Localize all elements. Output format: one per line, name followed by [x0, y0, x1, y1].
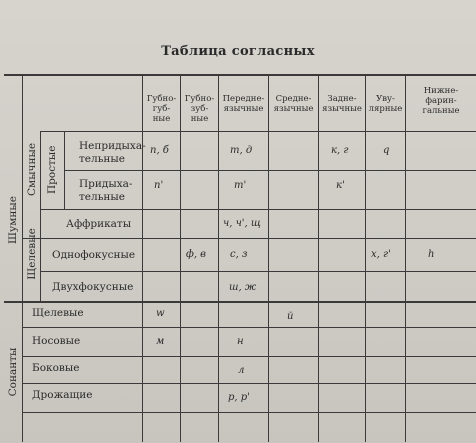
col-header-line: ные — [152, 114, 171, 124]
cell-value: ф, в — [186, 249, 207, 260]
col-header-line: Задне- — [327, 94, 357, 104]
cell-value: w — [156, 308, 165, 319]
col-header-line: язычные — [273, 104, 314, 114]
row-label-line: Непридыха- — [79, 140, 146, 152]
col-divider — [64, 131, 65, 209]
cell-value: к' — [336, 180, 345, 191]
row-divider — [64, 170, 476, 171]
col-header-line: фарин- — [425, 96, 457, 106]
row-label-line: тельные — [79, 191, 125, 203]
col-header-line: лярные — [368, 104, 403, 114]
group-label-noisy: Шумные — [7, 196, 19, 244]
col-header-line: Уву- — [376, 94, 395, 104]
row-divider — [22, 383, 476, 384]
cell-value: л — [238, 365, 245, 376]
row-label-onefocus: Однофокусные — [52, 249, 136, 261]
row-label-nonaspirated — [79, 140, 146, 166]
col-header-line: язычные — [223, 104, 264, 114]
row-label-trill: Дрожащие — [32, 389, 93, 401]
col-divider — [218, 74, 219, 442]
col-header-line: Нижне- — [423, 86, 459, 96]
col-header-mid — [269, 94, 318, 114]
col-divider — [365, 74, 366, 442]
col-header-line: гальные — [422, 106, 460, 116]
row-divider — [22, 356, 476, 357]
row-label-affricates: Аффрикаты — [66, 218, 132, 230]
row-divider — [22, 238, 476, 239]
row-label-line: Придыха- — [79, 178, 133, 190]
cell-value: п' — [154, 180, 164, 191]
col-header-line: Средне- — [275, 94, 312, 104]
group-label-stops: Смычные — [26, 142, 38, 196]
row-label-twofocus: Двухфокусные — [52, 281, 134, 293]
col-header-labiodental — [181, 94, 218, 124]
table-title: Таблица согласных — [161, 44, 315, 59]
col-header-back — [319, 94, 365, 114]
row-divider — [40, 271, 476, 272]
row-divider — [40, 209, 476, 210]
col-header-line: Губно- — [146, 94, 177, 104]
col-divider — [180, 74, 181, 442]
col-header-front — [219, 94, 268, 114]
cell-value: с, з — [230, 249, 248, 260]
row-label-lateral: Боковые — [32, 362, 80, 374]
cell-value: т, д — [230, 145, 253, 156]
cell-value: р, р' — [228, 392, 250, 403]
col-header-uvular — [366, 94, 405, 114]
group-label-fricative: Щелевые — [26, 228, 38, 280]
cell-value: h — [428, 249, 435, 260]
col-divider — [268, 74, 269, 442]
group-label-sonants: Сонанты — [7, 347, 19, 397]
cell-value: х, г' — [371, 249, 391, 260]
cell-value: п, б — [150, 145, 169, 156]
col-header-bilabial — [143, 94, 180, 124]
cell-value: ш, ж — [229, 282, 257, 293]
cell-value: й — [287, 311, 294, 322]
col-header-line: губ- — [152, 104, 171, 114]
row-divider — [22, 327, 476, 328]
cell-value: ч, ч', щ — [223, 218, 261, 229]
cell-value: т' — [234, 180, 247, 191]
cell-value: к, г — [331, 145, 349, 156]
row-label-nasal: Носовые — [32, 335, 81, 347]
col-header-line: зуб- — [190, 104, 209, 114]
col-header-line: Губно- — [184, 94, 215, 104]
col-header-pharyngeal — [406, 86, 476, 116]
header-bottom-border — [40, 131, 476, 132]
row-label-line: тельные — [79, 153, 125, 165]
cell-value: н — [237, 336, 244, 347]
col-header-line: Передне- — [222, 94, 265, 104]
col-header-line: ные — [190, 114, 209, 124]
col-divider — [40, 131, 41, 301]
group-label-simple: Простые — [46, 145, 58, 194]
col-divider — [22, 74, 23, 442]
row-divider — [22, 412, 476, 413]
cell-value: м — [156, 336, 165, 347]
col-divider — [405, 74, 406, 442]
cell-value: q — [383, 145, 390, 156]
col-divider — [142, 74, 143, 442]
col-header-line: язычные — [322, 104, 362, 114]
row-label-aspirated — [79, 178, 132, 204]
row-label-son-fricative: Щелевые — [32, 307, 84, 319]
col-divider — [318, 74, 319, 442]
